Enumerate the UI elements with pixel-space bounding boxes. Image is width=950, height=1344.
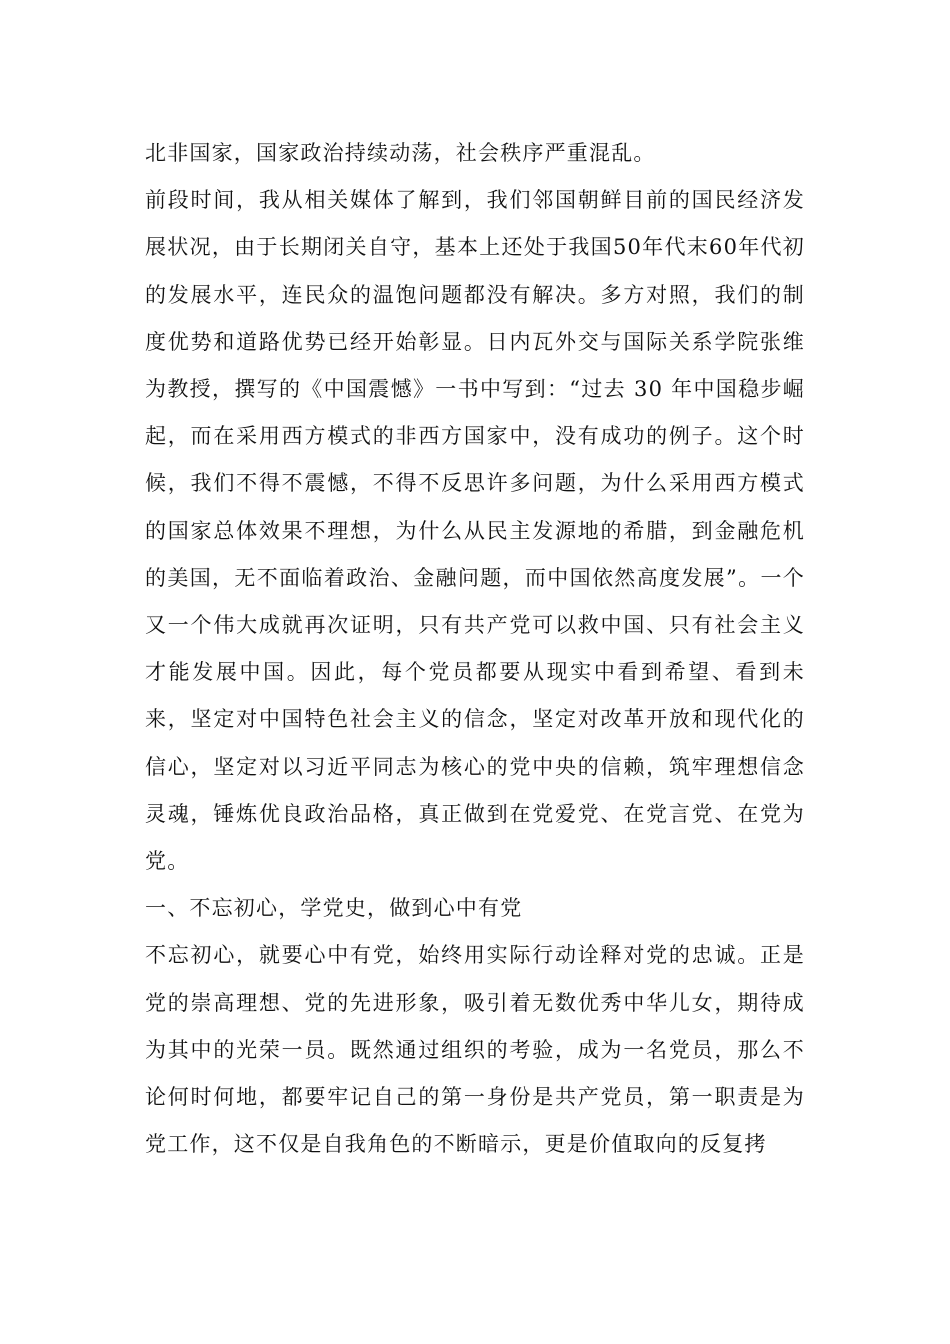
paragraph-3: 不忘初心，就要心中有党，始终用实际行动诠释对党的忠诚。正是党的崇高理想、党的先进形象，吸引着无数优秀中华儿女，期待成为其中的光荣一员。既然通过组织的考验，成为一名党员，那么不论何时何地，都要牢记自己的第一身份是共产党员，第一职责是为党工作，这不仅是自我角色的不断暗示，更是价值取向的反复拷 [145, 943, 805, 1157]
document-body [145, 130, 805, 1168]
paragraph-2: 前段时间，我从相关媒体了解到，我们邻国朝鲜目前的国民经济发展状况，由于长期闭关自守，基本上还处于我国50年代末60年代初的发展水平，连民众的温饱问题都没有解决。多方对照，我们的制度优势和道路优势已经开始彰显。日内瓦外交与国际关系学院张维为教授，撰写的《中国震憾》一书中写到：“过去 30 年中国稳步崛起，而在采用西方模式的非西方国家中，没有成功的例子。这个时候，我们不得不震憾，不得不反思许多问题，为什么采用西方模式的国家总体效果不理想，为什么从民主发源地的希腊，到金融危机的美国，无不面临着政治、金融问题，而中国依然高度发展”。一个又一个伟大成就再次证明，只有共产党可以救中国、只有社会主义才能发展中国。因此，每个党员都要从现实中看到希望、看到未来，坚定对中国特色社会主义的信念，坚定对改革开放和现代化的信心，坚定对以习近平同志为核心的党中央的信赖，筑牢理想信念灵魂，锤炼优良政治品格，真正做到在党爱党、在党言党、在党为党。 [145, 188, 805, 874]
paragraph-1: 北非国家，国家政治持续动荡，社会秩序严重混乱。 [145, 141, 656, 165]
section-heading: 一、不忘初心，学党史，做到心中有党 [145, 896, 523, 921]
